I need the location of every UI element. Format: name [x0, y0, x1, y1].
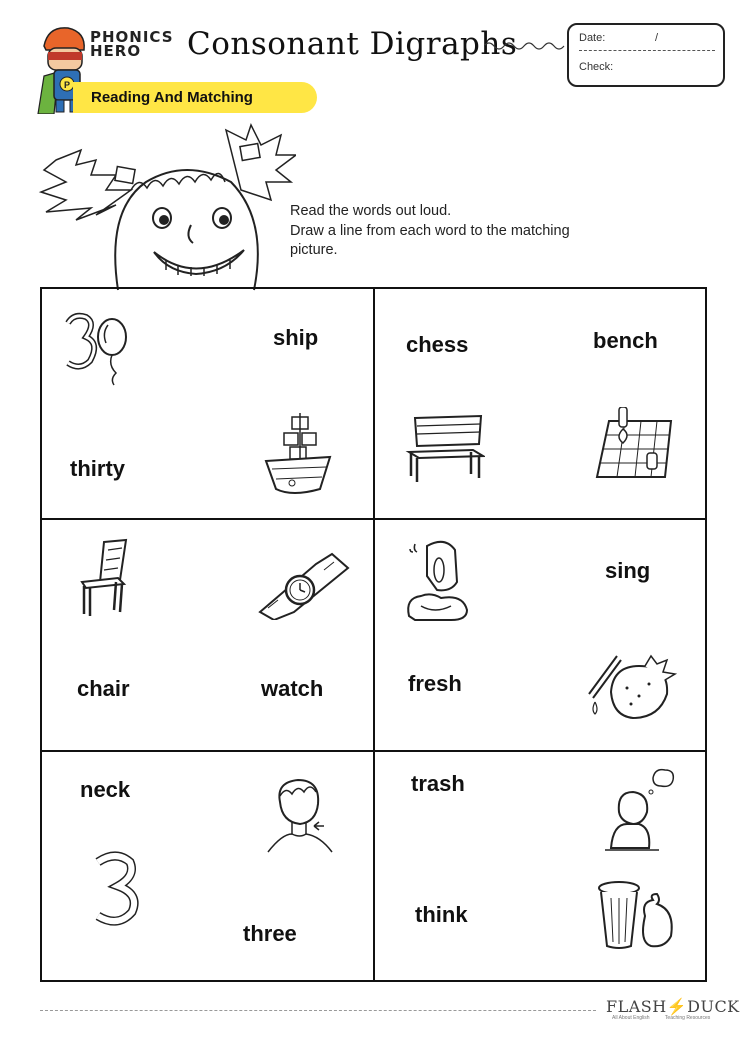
flashduck-tagline [612, 1015, 710, 1021]
word-chair[interactable]: chair [77, 676, 130, 701]
thinker-icon[interactable] [603, 768, 677, 854]
three-icon[interactable] [92, 850, 142, 930]
word-fresh[interactable]: fresh [408, 671, 462, 696]
thirty-balloon-icon[interactable] [62, 309, 142, 389]
word-sing[interactable]: sing [605, 558, 651, 583]
footer-rule [40, 1010, 596, 1011]
tagline-left: All About English [612, 1015, 650, 1021]
check-label: Check: [579, 61, 614, 73]
brand-wordmark [90, 30, 174, 58]
brand-duck: DUCK [687, 997, 740, 1016]
instruction-line-3: picture. [290, 242, 338, 258]
word-three[interactable]: three [243, 921, 297, 946]
word-thirty[interactable]: thirty [70, 456, 125, 481]
instruction-line-2: Draw a line from each word to the matching [290, 222, 570, 239]
subtitle-text: Reading And Matching [91, 89, 253, 106]
tagline-right: Teaching Resources [664, 1015, 711, 1021]
flashduck-logo [606, 997, 740, 1016]
trash-can-icon[interactable] [595, 876, 679, 952]
singer-icon[interactable] [401, 536, 473, 624]
cell-4 [373, 518, 707, 750]
instructions [290, 202, 570, 261]
girl-face-icon [36, 120, 296, 292]
word-ship[interactable]: ship [273, 325, 319, 350]
bench-icon[interactable] [403, 412, 485, 484]
date-row [579, 32, 715, 51]
page-title: Consonant Digraphs [187, 26, 518, 62]
ship-icon[interactable] [262, 409, 334, 497]
brand-flash: FLASH [606, 997, 667, 1016]
fresh-strawberry-icon[interactable] [587, 652, 679, 722]
instruction-line-1: Read the words out loud. [290, 203, 452, 219]
word-chess[interactable]: chess [406, 332, 469, 357]
cell-3 [40, 518, 373, 750]
cell-2 [373, 287, 707, 518]
chair-icon[interactable] [78, 538, 132, 618]
word-bench[interactable]: bench [593, 328, 658, 353]
cell-6 [373, 750, 707, 982]
brand-line-2: HERO [90, 42, 142, 60]
date-label: Date: [579, 32, 606, 44]
lightning-bolt-icon: ⚡ [666, 997, 688, 1016]
squiggle-decoration [484, 38, 566, 54]
date-check-box [567, 23, 725, 87]
svg-text:P: P [64, 80, 71, 90]
chess-icon[interactable] [593, 407, 675, 487]
word-watch[interactable]: watch [261, 676, 324, 701]
brand-line-1: PHONICS [90, 28, 174, 46]
cell-1 [40, 287, 373, 518]
neck-icon[interactable] [266, 776, 342, 856]
word-trash[interactable]: trash [411, 771, 465, 796]
date-slash: / [655, 32, 659, 44]
watch-icon[interactable] [254, 550, 354, 620]
word-neck[interactable]: neck [80, 777, 131, 802]
word-think[interactable]: think [415, 902, 468, 927]
subtitle-banner [73, 82, 317, 113]
cell-5 [40, 750, 373, 982]
